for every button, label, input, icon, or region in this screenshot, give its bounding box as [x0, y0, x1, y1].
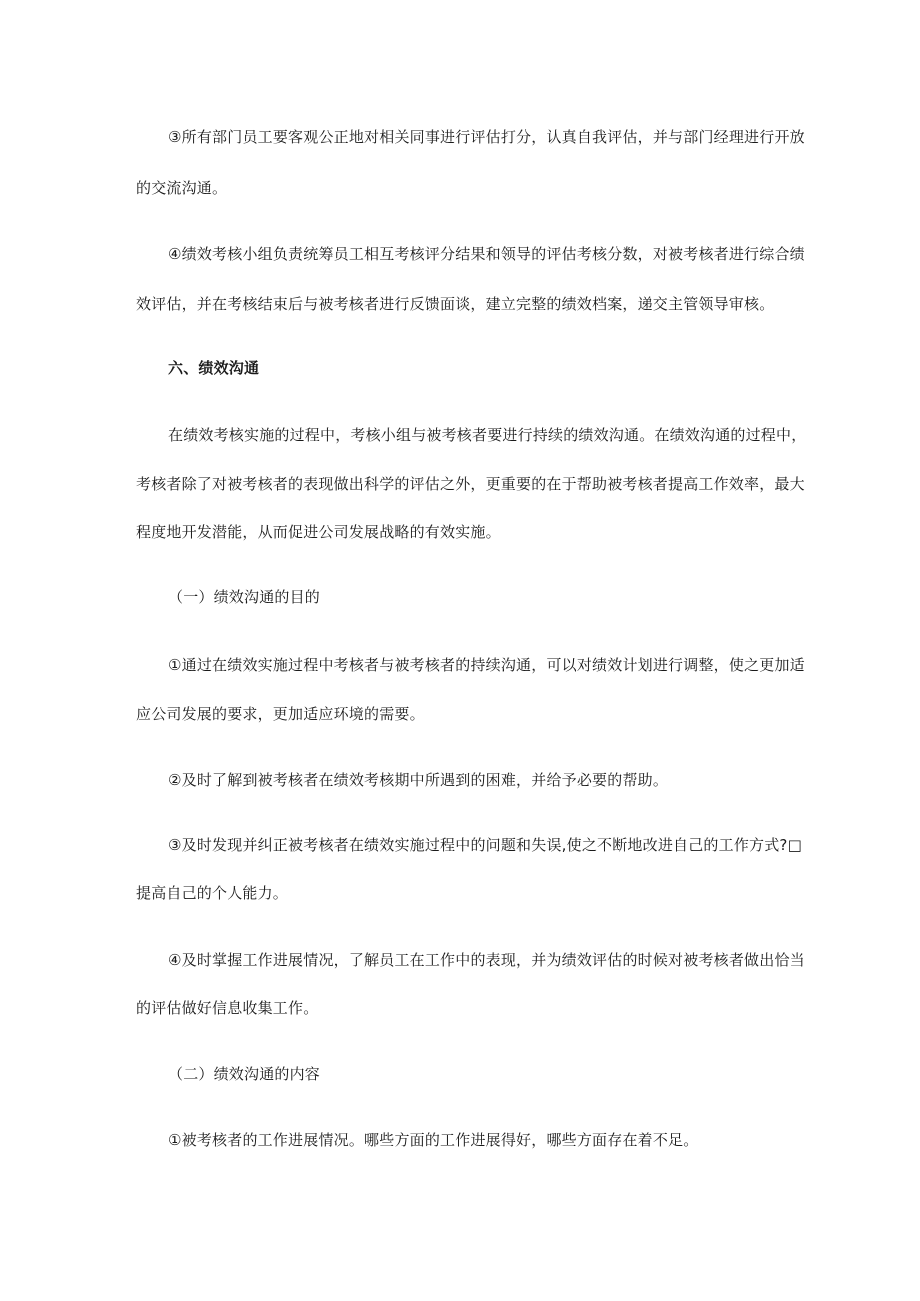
- paragraph-line: ④绩效考核小组负责统筹员工相互考核评分结果和领导的评估考核分数，对被考核者进行综合绩: [168, 245, 805, 263]
- paragraph-line: 应公司发展的要求，更加适应环境的需要。: [136, 705, 425, 723]
- subsection-heading: （一）绩效沟通的目的: [168, 588, 321, 606]
- paragraph-line: ④及时掌握工作进展情况，了解员工在工作中的表现，并为绩效评估的时候对被考核者做出恰当: [168, 951, 805, 969]
- paragraph-line: ①通过在绩效实施过程中考核者与被考核者的持续沟通，可以对绩效计划进行调整，使之更加适: [168, 656, 805, 674]
- paragraph-line: 效评估，并在考核结束后与被考核者进行反馈面谈，建立完整的绩效档案，递交主管领导审核。: [136, 295, 775, 313]
- subsection-heading: （二）绩效沟通的内容: [168, 1065, 321, 1083]
- paragraph-line: 提高自己的个人能力。: [136, 884, 289, 902]
- paragraph-line: 在绩效考核实施的过程中，考核小组与被考核者要进行持续的绩效沟通。在绩效沟通的过程中，: [168, 426, 807, 444]
- paragraph-line: 的交流沟通。: [136, 179, 228, 197]
- paragraph-line: 的评估做好信息收集工作。: [136, 999, 319, 1017]
- paragraph-line: 程度地开发潜能，从而促进公司发展战略的有效实施。: [136, 523, 501, 541]
- section-heading: 六、绩效沟通: [168, 359, 260, 377]
- paragraph-line: ③及时发现并纠正被考核者在绩效实施过程中的问题和失误,使之不断地改进自己的工作方式?□: [168, 836, 802, 854]
- paragraph-line: ②及时了解到被考核者在绩效考核期中所遇到的困难，并给予必要的帮助。: [168, 771, 669, 789]
- paragraph-line: 考核者除了对被考核者的表现做出科学的评估之外，更重要的在于帮助被考核者提高工作效率，最大: [136, 475, 805, 493]
- paragraph-line: ③所有部门员工要客观公正地对相关同事进行评估打分，认真自我评估，并与部门经理进行开放: [168, 128, 805, 146]
- paragraph-line: ①被考核者的工作进展情况。哪些方面的工作进展得好，哪些方面存在着不足。: [168, 1131, 699, 1149]
